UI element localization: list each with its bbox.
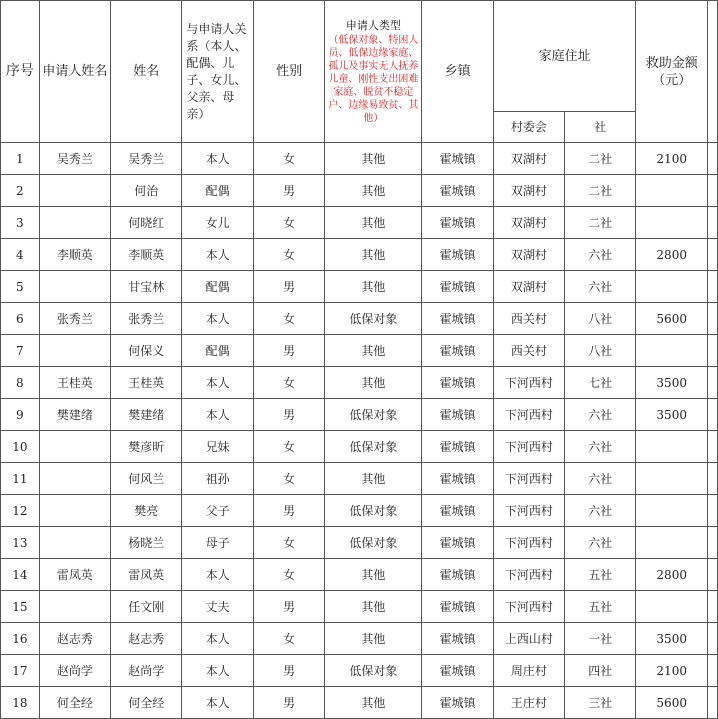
cell-relation: 父子 <box>182 495 254 527</box>
cell-amount <box>636 175 708 207</box>
cell-amount <box>636 207 708 239</box>
cell-town: 霍城镇 <box>422 591 493 623</box>
cell-relation: 丈夫 <box>182 591 254 623</box>
cell-group: 六社 <box>565 463 636 495</box>
cell-type: 其他 <box>325 591 422 623</box>
cell-gender: 女 <box>253 463 324 495</box>
cell-group: 四社 <box>565 655 636 687</box>
cell-name: 王桂英 <box>111 367 182 399</box>
cell-relation: 祖孙 <box>182 463 254 495</box>
cell-gender: 男 <box>253 175 324 207</box>
cell-name: 樊彦昕 <box>111 431 182 463</box>
cell-gender: 女 <box>253 559 324 591</box>
table-body <box>1 143 718 719</box>
cell-group: 七社 <box>565 367 636 399</box>
cell-type: 其他 <box>325 335 422 367</box>
cell-seq: 16 <box>1 623 40 655</box>
cell-extra <box>708 559 718 591</box>
cell-extra <box>708 591 718 623</box>
header-type-title: 申请人类型 <box>345 18 401 32</box>
cell-village: 下河西村 <box>493 591 564 623</box>
table-row <box>1 431 718 463</box>
cell-town: 霍城镇 <box>422 431 493 463</box>
cell-group: 三社 <box>565 687 636 719</box>
cell-town: 霍城镇 <box>422 175 493 207</box>
cell-extra <box>708 335 718 367</box>
cell-gender: 男 <box>253 335 324 367</box>
cell-amount <box>636 591 708 623</box>
cell-amount: 3500 <box>636 399 708 431</box>
table-row <box>1 367 718 399</box>
header-village: 村委会 <box>493 112 564 143</box>
cell-town: 霍城镇 <box>422 559 493 591</box>
cell-village: 双湖村 <box>493 143 564 175</box>
cell-group: 六社 <box>565 495 636 527</box>
cell-relation: 兄妹 <box>182 431 254 463</box>
cell-relation: 本人 <box>182 367 254 399</box>
cell-gender: 男 <box>253 655 324 687</box>
header-group: 社 <box>565 112 636 143</box>
cell-amount: 3500 <box>636 367 708 399</box>
cell-applicant <box>39 463 110 495</box>
cell-applicant <box>39 335 110 367</box>
table-row <box>1 271 718 303</box>
cell-town: 霍城镇 <box>422 239 493 271</box>
table-row <box>1 591 718 623</box>
cell-seq: 15 <box>1 591 40 623</box>
cell-village: 西关村 <box>493 303 564 335</box>
cell-name: 何全经 <box>111 687 182 719</box>
cell-seq: 4 <box>1 239 40 271</box>
cell-extra <box>708 367 718 399</box>
cell-type: 其他 <box>325 207 422 239</box>
cell-seq: 9 <box>1 399 40 431</box>
cell-name: 何风兰 <box>111 463 182 495</box>
cell-gender: 男 <box>253 687 324 719</box>
cell-extra <box>708 463 718 495</box>
cell-gender: 女 <box>253 207 324 239</box>
cell-group: 六社 <box>565 431 636 463</box>
cell-gender: 男 <box>253 399 324 431</box>
cell-seq: 6 <box>1 303 40 335</box>
cell-name: 樊亮 <box>111 495 182 527</box>
cell-amount <box>636 271 708 303</box>
cell-applicant: 李顺英 <box>39 239 110 271</box>
cell-applicant <box>39 495 110 527</box>
cell-amount: 2100 <box>636 143 708 175</box>
cell-type: 其他 <box>325 175 422 207</box>
cell-type: 低保对象 <box>325 399 422 431</box>
table-row <box>1 655 718 687</box>
header-address: 家庭住址 <box>493 1 636 112</box>
cell-amount: 5600 <box>636 687 708 719</box>
cell-name: 何治 <box>111 175 182 207</box>
cell-type: 其他 <box>325 143 422 175</box>
cell-village: 周庄村 <box>493 655 564 687</box>
header-name: 姓名 <box>111 1 182 143</box>
cell-seq: 7 <box>1 335 40 367</box>
cell-village: 下河西村 <box>493 431 564 463</box>
cell-amount <box>636 527 708 559</box>
cell-applicant: 何全经 <box>39 687 110 719</box>
table-row <box>1 687 718 719</box>
cell-seq: 11 <box>1 463 40 495</box>
table-row <box>1 175 718 207</box>
cell-amount: 2800 <box>636 239 708 271</box>
header-amount: 救助金额（元） <box>636 1 708 143</box>
cell-extra <box>708 527 718 559</box>
cell-seq: 2 <box>1 175 40 207</box>
cell-relation: 本人 <box>182 399 254 431</box>
cell-town: 霍城镇 <box>422 623 493 655</box>
cell-relation: 配偶 <box>182 335 254 367</box>
cell-applicant <box>39 527 110 559</box>
cell-name: 樊建绪 <box>111 399 182 431</box>
cell-gender: 男 <box>253 495 324 527</box>
cell-amount: 5600 <box>636 303 708 335</box>
cell-extra <box>708 431 718 463</box>
cell-applicant: 雷凤英 <box>39 559 110 591</box>
cell-type: 低保对象 <box>325 655 422 687</box>
cell-village: 下河西村 <box>493 559 564 591</box>
cell-gender: 男 <box>253 271 324 303</box>
cell-seq: 17 <box>1 655 40 687</box>
cell-amount: 2800 <box>636 559 708 591</box>
cell-seq: 10 <box>1 431 40 463</box>
cell-village: 双湖村 <box>493 271 564 303</box>
header-extra <box>708 1 718 143</box>
cell-extra <box>708 271 718 303</box>
cell-amount <box>636 495 708 527</box>
cell-relation: 本人 <box>182 143 254 175</box>
cell-village: 下河西村 <box>493 495 564 527</box>
cell-relation: 本人 <box>182 655 254 687</box>
cell-group: 六社 <box>565 271 636 303</box>
cell-amount <box>636 335 708 367</box>
cell-type: 其他 <box>325 623 422 655</box>
cell-town: 霍城镇 <box>422 303 493 335</box>
header-gender: 性别 <box>253 1 324 143</box>
cell-gender: 女 <box>253 527 324 559</box>
header-type <box>325 1 422 143</box>
cell-gender: 女 <box>253 367 324 399</box>
cell-village: 下河西村 <box>493 463 564 495</box>
cell-extra <box>708 175 718 207</box>
header-town: 乡镇 <box>422 1 493 143</box>
cell-applicant: 王桂英 <box>39 367 110 399</box>
cell-village: 下河西村 <box>493 527 564 559</box>
cell-amount <box>636 463 708 495</box>
cell-extra <box>708 655 718 687</box>
cell-group: 五社 <box>565 559 636 591</box>
cell-group: 八社 <box>565 303 636 335</box>
cell-town: 霍城镇 <box>422 687 493 719</box>
cell-town: 霍城镇 <box>422 527 493 559</box>
table-row <box>1 335 718 367</box>
cell-relation: 母子 <box>182 527 254 559</box>
cell-gender: 男 <box>253 591 324 623</box>
cell-town: 霍城镇 <box>422 655 493 687</box>
cell-type: 低保对象 <box>325 303 422 335</box>
cell-type: 其他 <box>325 239 422 271</box>
cell-seq: 8 <box>1 367 40 399</box>
cell-seq: 3 <box>1 207 40 239</box>
cell-seq: 13 <box>1 527 40 559</box>
cell-group: 二社 <box>565 207 636 239</box>
cell-seq: 18 <box>1 687 40 719</box>
table-row <box>1 207 718 239</box>
cell-extra <box>708 143 718 175</box>
header-relation-text: 与申请人关系（本人、配偶、儿子、女儿、父亲、母亲） <box>186 21 247 121</box>
cell-name: 赵志秀 <box>111 623 182 655</box>
cell-type: 其他 <box>325 687 422 719</box>
cell-relation: 配偶 <box>182 271 254 303</box>
cell-applicant: 赵尚学 <box>39 655 110 687</box>
cell-name: 何晓红 <box>111 207 182 239</box>
cell-type: 低保对象 <box>325 495 422 527</box>
cell-group: 六社 <box>565 239 636 271</box>
cell-relation: 本人 <box>182 559 254 591</box>
cell-amount: 3500 <box>636 623 708 655</box>
cell-applicant: 吴秀兰 <box>39 143 110 175</box>
cell-town: 霍城镇 <box>422 463 493 495</box>
table-row <box>1 559 718 591</box>
cell-type: 其他 <box>325 559 422 591</box>
header-type-note: （低保对象、特困人员、低保边缘家庭、孤儿及事实无人抚养儿童、刚性支出困难家庭、脱贫不稳定户、边缘易致贫、其他） <box>328 34 419 124</box>
cell-type: 低保对象 <box>325 527 422 559</box>
cell-town: 霍城镇 <box>422 207 493 239</box>
cell-name: 李顺英 <box>111 239 182 271</box>
table-row <box>1 623 718 655</box>
cell-village: 上西山村 <box>493 623 564 655</box>
header-seq: 序号 <box>1 1 40 143</box>
cell-applicant <box>39 591 110 623</box>
cell-town: 霍城镇 <box>422 335 493 367</box>
cell-seq: 5 <box>1 271 40 303</box>
cell-name: 任文刚 <box>111 591 182 623</box>
cell-gender: 女 <box>253 143 324 175</box>
table-row <box>1 527 718 559</box>
cell-relation: 本人 <box>182 687 254 719</box>
cell-town: 霍城镇 <box>422 399 493 431</box>
cell-name: 赵尚学 <box>111 655 182 687</box>
cell-extra <box>708 623 718 655</box>
cell-relation: 女儿 <box>182 207 254 239</box>
cell-applicant: 张秀兰 <box>39 303 110 335</box>
table-row <box>1 495 718 527</box>
cell-village: 双湖村 <box>493 239 564 271</box>
cell-town: 霍城镇 <box>422 143 493 175</box>
cell-extra <box>708 207 718 239</box>
table-row <box>1 303 718 335</box>
cell-applicant <box>39 175 110 207</box>
cell-village: 下河西村 <box>493 399 564 431</box>
cell-gender: 女 <box>253 239 324 271</box>
cell-group: 六社 <box>565 527 636 559</box>
cell-name: 雷凤英 <box>111 559 182 591</box>
cell-gender: 女 <box>253 431 324 463</box>
cell-type: 其他 <box>325 367 422 399</box>
cell-relation: 本人 <box>182 303 254 335</box>
cell-applicant: 樊建绪 <box>39 399 110 431</box>
cell-name: 甘宝林 <box>111 271 182 303</box>
cell-village: 双湖村 <box>493 175 564 207</box>
table-row <box>1 463 718 495</box>
cell-town: 霍城镇 <box>422 367 493 399</box>
cell-group: 六社 <box>565 399 636 431</box>
cell-extra <box>708 399 718 431</box>
cell-applicant <box>39 271 110 303</box>
cell-town: 霍城镇 <box>422 271 493 303</box>
header-relation <box>182 1 254 143</box>
cell-name: 吴秀兰 <box>111 143 182 175</box>
cell-extra <box>708 239 718 271</box>
cell-applicant <box>39 431 110 463</box>
cell-applicant: 赵志秀 <box>39 623 110 655</box>
cell-name: 杨晓兰 <box>111 527 182 559</box>
cell-seq: 1 <box>1 143 40 175</box>
cell-amount <box>636 431 708 463</box>
cell-name: 何保义 <box>111 335 182 367</box>
cell-seq: 14 <box>1 559 40 591</box>
cell-village: 下河西村 <box>493 367 564 399</box>
cell-relation: 本人 <box>182 623 254 655</box>
cell-town: 霍城镇 <box>422 495 493 527</box>
cell-seq: 12 <box>1 495 40 527</box>
cell-applicant <box>39 207 110 239</box>
cell-gender: 女 <box>253 623 324 655</box>
cell-group: 八社 <box>565 335 636 367</box>
cell-extra <box>708 495 718 527</box>
table-row <box>1 399 718 431</box>
cell-extra <box>708 303 718 335</box>
cell-village: 西关村 <box>493 335 564 367</box>
cell-group: 二社 <box>565 175 636 207</box>
cell-gender: 女 <box>253 303 324 335</box>
cell-type: 其他 <box>325 463 422 495</box>
table-row <box>1 239 718 271</box>
cell-group: 二社 <box>565 143 636 175</box>
table-row <box>1 143 718 175</box>
cell-relation: 本人 <box>182 239 254 271</box>
cell-type: 其他 <box>325 271 422 303</box>
cell-group: 一社 <box>565 623 636 655</box>
cell-village: 王庄村 <box>493 687 564 719</box>
cell-village: 双湖村 <box>493 207 564 239</box>
cell-type: 低保对象 <box>325 431 422 463</box>
cell-relation: 配偶 <box>182 175 254 207</box>
header-applicant: 申请人姓名 <box>39 1 110 143</box>
cell-group: 五社 <box>565 591 636 623</box>
cell-name: 张秀兰 <box>111 303 182 335</box>
cell-extra <box>708 687 718 719</box>
cell-amount: 2100 <box>636 655 708 687</box>
